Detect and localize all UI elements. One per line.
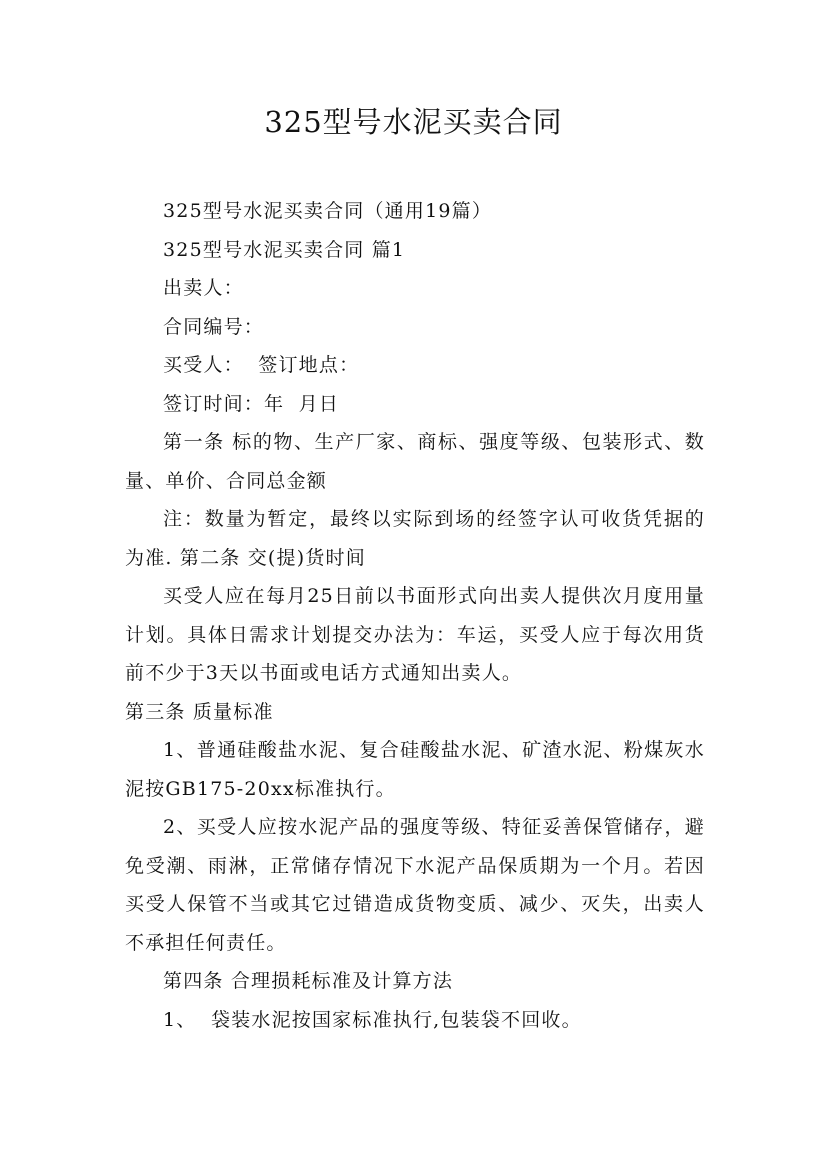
paragraph-loss-1: 1、 袋装水泥按国家标准执行,包装袋不回收。 <box>163 1008 582 1031</box>
paragraph-delivery-plan: 买受人应在每月25日前以书面形式向出卖人提供次月度用量计划。具体日需求计划提交办法为：车运，买受人应于每次用货前不少于3天以书面或电话方式通知出卖人。 <box>125 585 705 684</box>
paragraph-quality-1: 1、普通硅酸盐水泥、复合硅酸盐水泥、矿渣水泥、粉煤灰水泥按GB175-20xx标准执行。 <box>125 739 705 800</box>
paragraph-buyer-location: 买受人： 签订地点： <box>163 354 360 376</box>
paragraph-note-clause-2: 注：数量为暂定，最终以实际到场的经签字认可收货凭据的为准. 第二条 交(提)货时间 <box>125 508 705 569</box>
document-body <box>125 192 705 1039</box>
paragraph-sign-date: 签订时间：年 月日 <box>163 392 340 415</box>
paragraph-article-heading: 325型号水泥买卖合同 篇1 <box>163 238 406 261</box>
document-title: 325型号水泥买卖合同 <box>264 105 563 139</box>
paragraph-seller: 出卖人： <box>163 277 244 299</box>
paragraph-quality-2: 2、买受人应按水泥产品的强度等级、特征妥善保管储存，避免受潮、雨淋，正常储存情况下水泥产品保质期为一个月。若因买受人保管不当或其它过错造成货物变质、减少、灭失，出卖人不承担任何责任。 <box>125 816 705 954</box>
paragraph-clause-4-heading: 第四条 合理损耗标准及计算方法 <box>163 970 454 992</box>
paragraph-subtitle: 325型号水泥买卖合同（通用19篇） <box>163 200 493 222</box>
paragraph-clause-3-heading: 第三条 质量标准 <box>125 700 274 723</box>
paragraph-contract-number: 合同编号： <box>163 315 265 338</box>
paragraph-clause-1: 第一条 标的物、生产厂家、商标、强度等级、包装形式、数量、单价、合同总金额 <box>125 431 705 492</box>
